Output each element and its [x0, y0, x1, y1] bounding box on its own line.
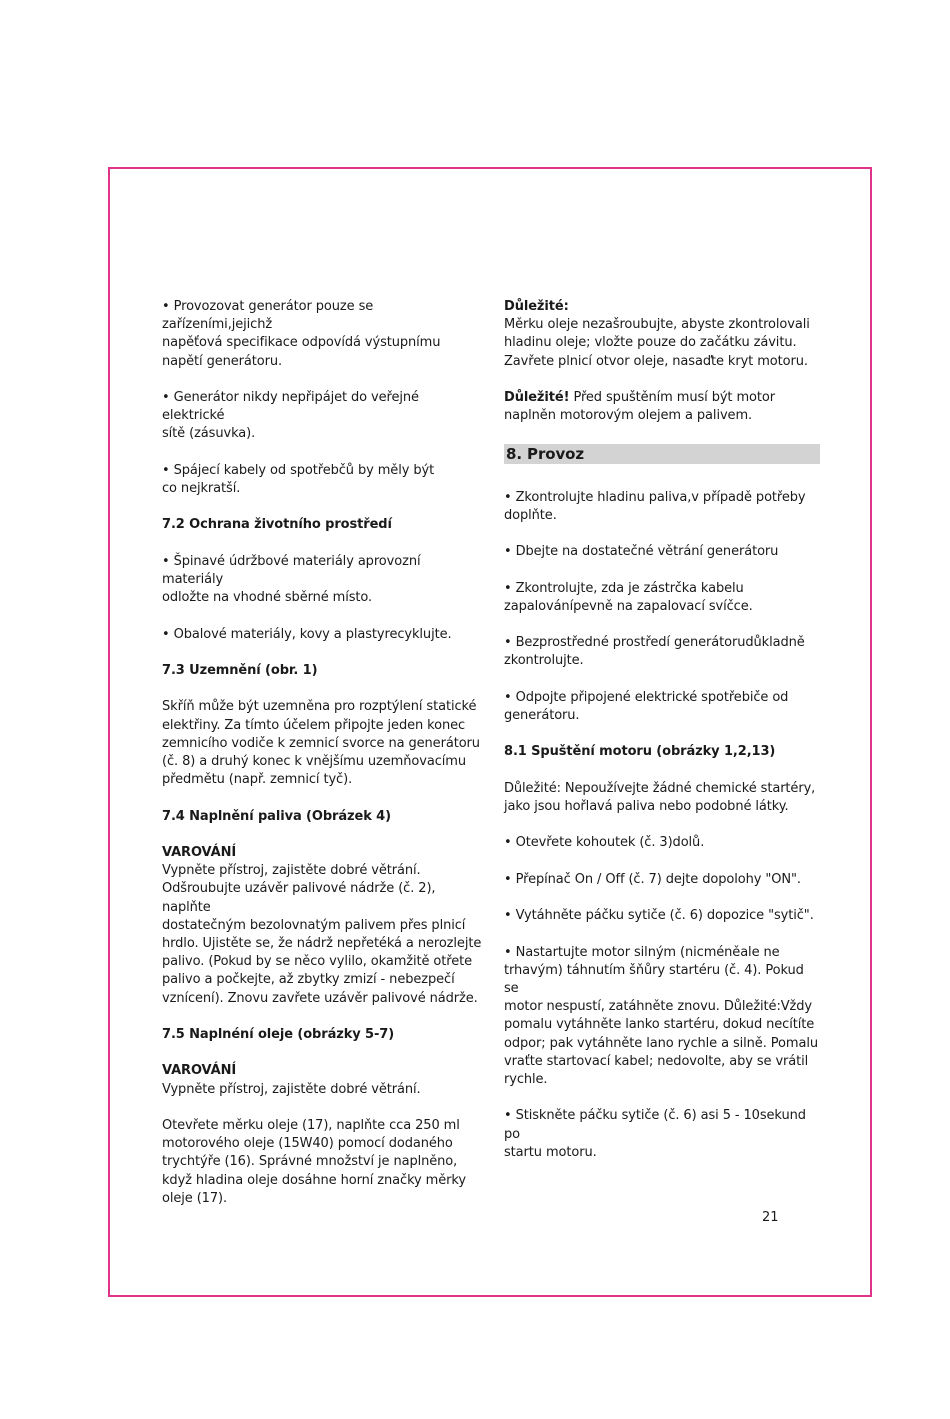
heading-7-5-oil: 7.5 Naplnéní oleje (obrázky 5-7): [162, 1026, 395, 1042]
paragraph-fuel-warning: Vypněte přístroj, zajistěte dobré větrání. Odšroubujte uzávěr palivové nádrže (č. 2), naplňte dostatečným bezolovnatým palivem přes plnicí hrdlo. Ujistěte se, že nádrž nepřetéká a nerozlejte palivo. (Pokud by se něco vylilo, okamžitě otřete palivo a počkejte, až zbytky zmizí - nebezpečí vznícení). Znovu zavřete uzávěr palivové nádrže.: [162, 863, 482, 1006]
paragraph-on-off-switch: • Přepínač On / Off (č. 7) dejte dopolohy "ON".: [504, 871, 801, 887]
paragraph-surroundings: • Bezprostředné prostředí generátorudůkladně zkontrolujte.: [504, 635, 805, 669]
heading-7-2-environment: 7.2 Ochrana životního prostředí: [162, 517, 392, 533]
paragraph-oil-fill: Otevřete měrku oleje (17), naplňte cca 250 ml motorového oleje (15W40) pomocí dodaného trychtýře (16). Správné množství je naplněno, když hladina oleje dosáhne horní značky měrky oleje (17).: [162, 1117, 466, 1206]
heading-8-1-start-engine: 8.1 Spuštění motoru (obrázky 1,2,13): [504, 744, 776, 760]
paragraph-disconnect: • Odpojte připojené elektrické spotřebiče od generátoru.: [504, 689, 789, 723]
important-text-oil-fuel: Před spuštěním musí být motor naplněn motorovým olejem a palivem.: [504, 390, 775, 424]
right-text-column: [504, 298, 822, 1180]
warning-label-oil: VAROVÁNÍ: [162, 1063, 237, 1079]
paragraph-important-oil-fuel: [504, 389, 822, 425]
paragraph-public-grid: • Generátor nikdy nepřipájet do veřejné elektrické sítě (zásuvka).: [162, 390, 419, 442]
paragraph-choke-out: • Vytáhněte páčku sytiče (č. 6) dopozice "sytič".: [504, 908, 814, 924]
paragraph-choke-in: • Stiskněte páčku sytiče (č. 6) asi 5 - 10sekund po startu motoru.: [504, 1108, 806, 1160]
paragraph-voltage-spec: • Provozovat generátor pouze se zařízeními,jejichž napěťová specifikace odpovídá výstupnímu napětí generátoru.: [162, 299, 441, 369]
heading-7-3-grounding: 7.3 Uzemnění (obr. 1): [162, 662, 318, 678]
paragraph-cable-length: • Spájecí kabely od spotřebčů by měly být co nejkratší.: [162, 462, 435, 496]
paragraph-start-engine: • Nastartujte motor silným (nicméněale ne trhavým) táhnutím šňůry startéru (č. 4). Pokud se motor nespustí, zatáhněte znovu. Důležité:Vždy pomalu vytáhněte lanko startéru, dokud necítíte odpor; pak vytáhněte lano rychle a silně. Pomalu vraťte startovací kabel; nedovolte, aby se vrátil rychle.: [504, 944, 818, 1087]
paragraph-recycling: • Obalové materiály, kovy a plastyrecyklujte.: [162, 626, 452, 642]
warning-label-fuel: VAROVÁNÍ: [162, 844, 237, 860]
page-number: 21: [762, 1210, 779, 1225]
paragraph-ventilation: • Dbejte na dostatečné větrání generátoru: [504, 544, 779, 560]
paragraph-dipstick: Měrku oleje nezašroubujte, abyste zkontrolovali hladinu oleje; vložte pouze do začátku závitu. Zavřete plnicí otvor oleje, nasaďte kryt motoru.: [504, 317, 810, 369]
section-heading-8-operation: 8. Provoz: [504, 444, 820, 464]
paragraph-fuel-level: • Zkontrolujte hladinu paliva,v případě potřeby doplňte.: [504, 489, 806, 523]
left-text-column: [162, 298, 484, 1226]
paragraph-oil-warning: Vypněte přístroj, zajistěte dobré větrání.: [162, 1081, 421, 1097]
paragraph-open-tap: • Otevřete kohoutek (č. 3)dolů.: [504, 835, 705, 851]
paragraph-grounding: Skříň může být uzemněna pro rozptýlení statické elektřiny. Za tímto účelem připojte jeden konec zemnicího vodiče k zemnicí svorce na generátoru (č. 8) a druhý konec k vnějšímu uzemňovacímu předmětu (např. zemnicí tyč).: [162, 699, 480, 788]
heading-7-4-fuel: 7.4 Naplnění paliva (Obrázek 4): [162, 808, 391, 824]
paragraph-dirty-materials: • Špinavé údržbové materiály aprovozní materiály odložte na vhodné sběrné místo.: [162, 553, 421, 606]
important-label-dipstick: Důležité:: [504, 299, 569, 314]
paragraph-spark-plug: • Zkontrolujte, zda je zástrčka kabelu zapalovánípevně na zapalovací svíčce.: [504, 580, 753, 614]
paragraph-no-chemical-starters: Důležité: Nepoužívejte žádné chemické startéry, jako jsou hořlavá paliva nebo podobné látky.: [504, 780, 816, 814]
important-label-oil-fuel: Důležité!: [504, 390, 570, 405]
